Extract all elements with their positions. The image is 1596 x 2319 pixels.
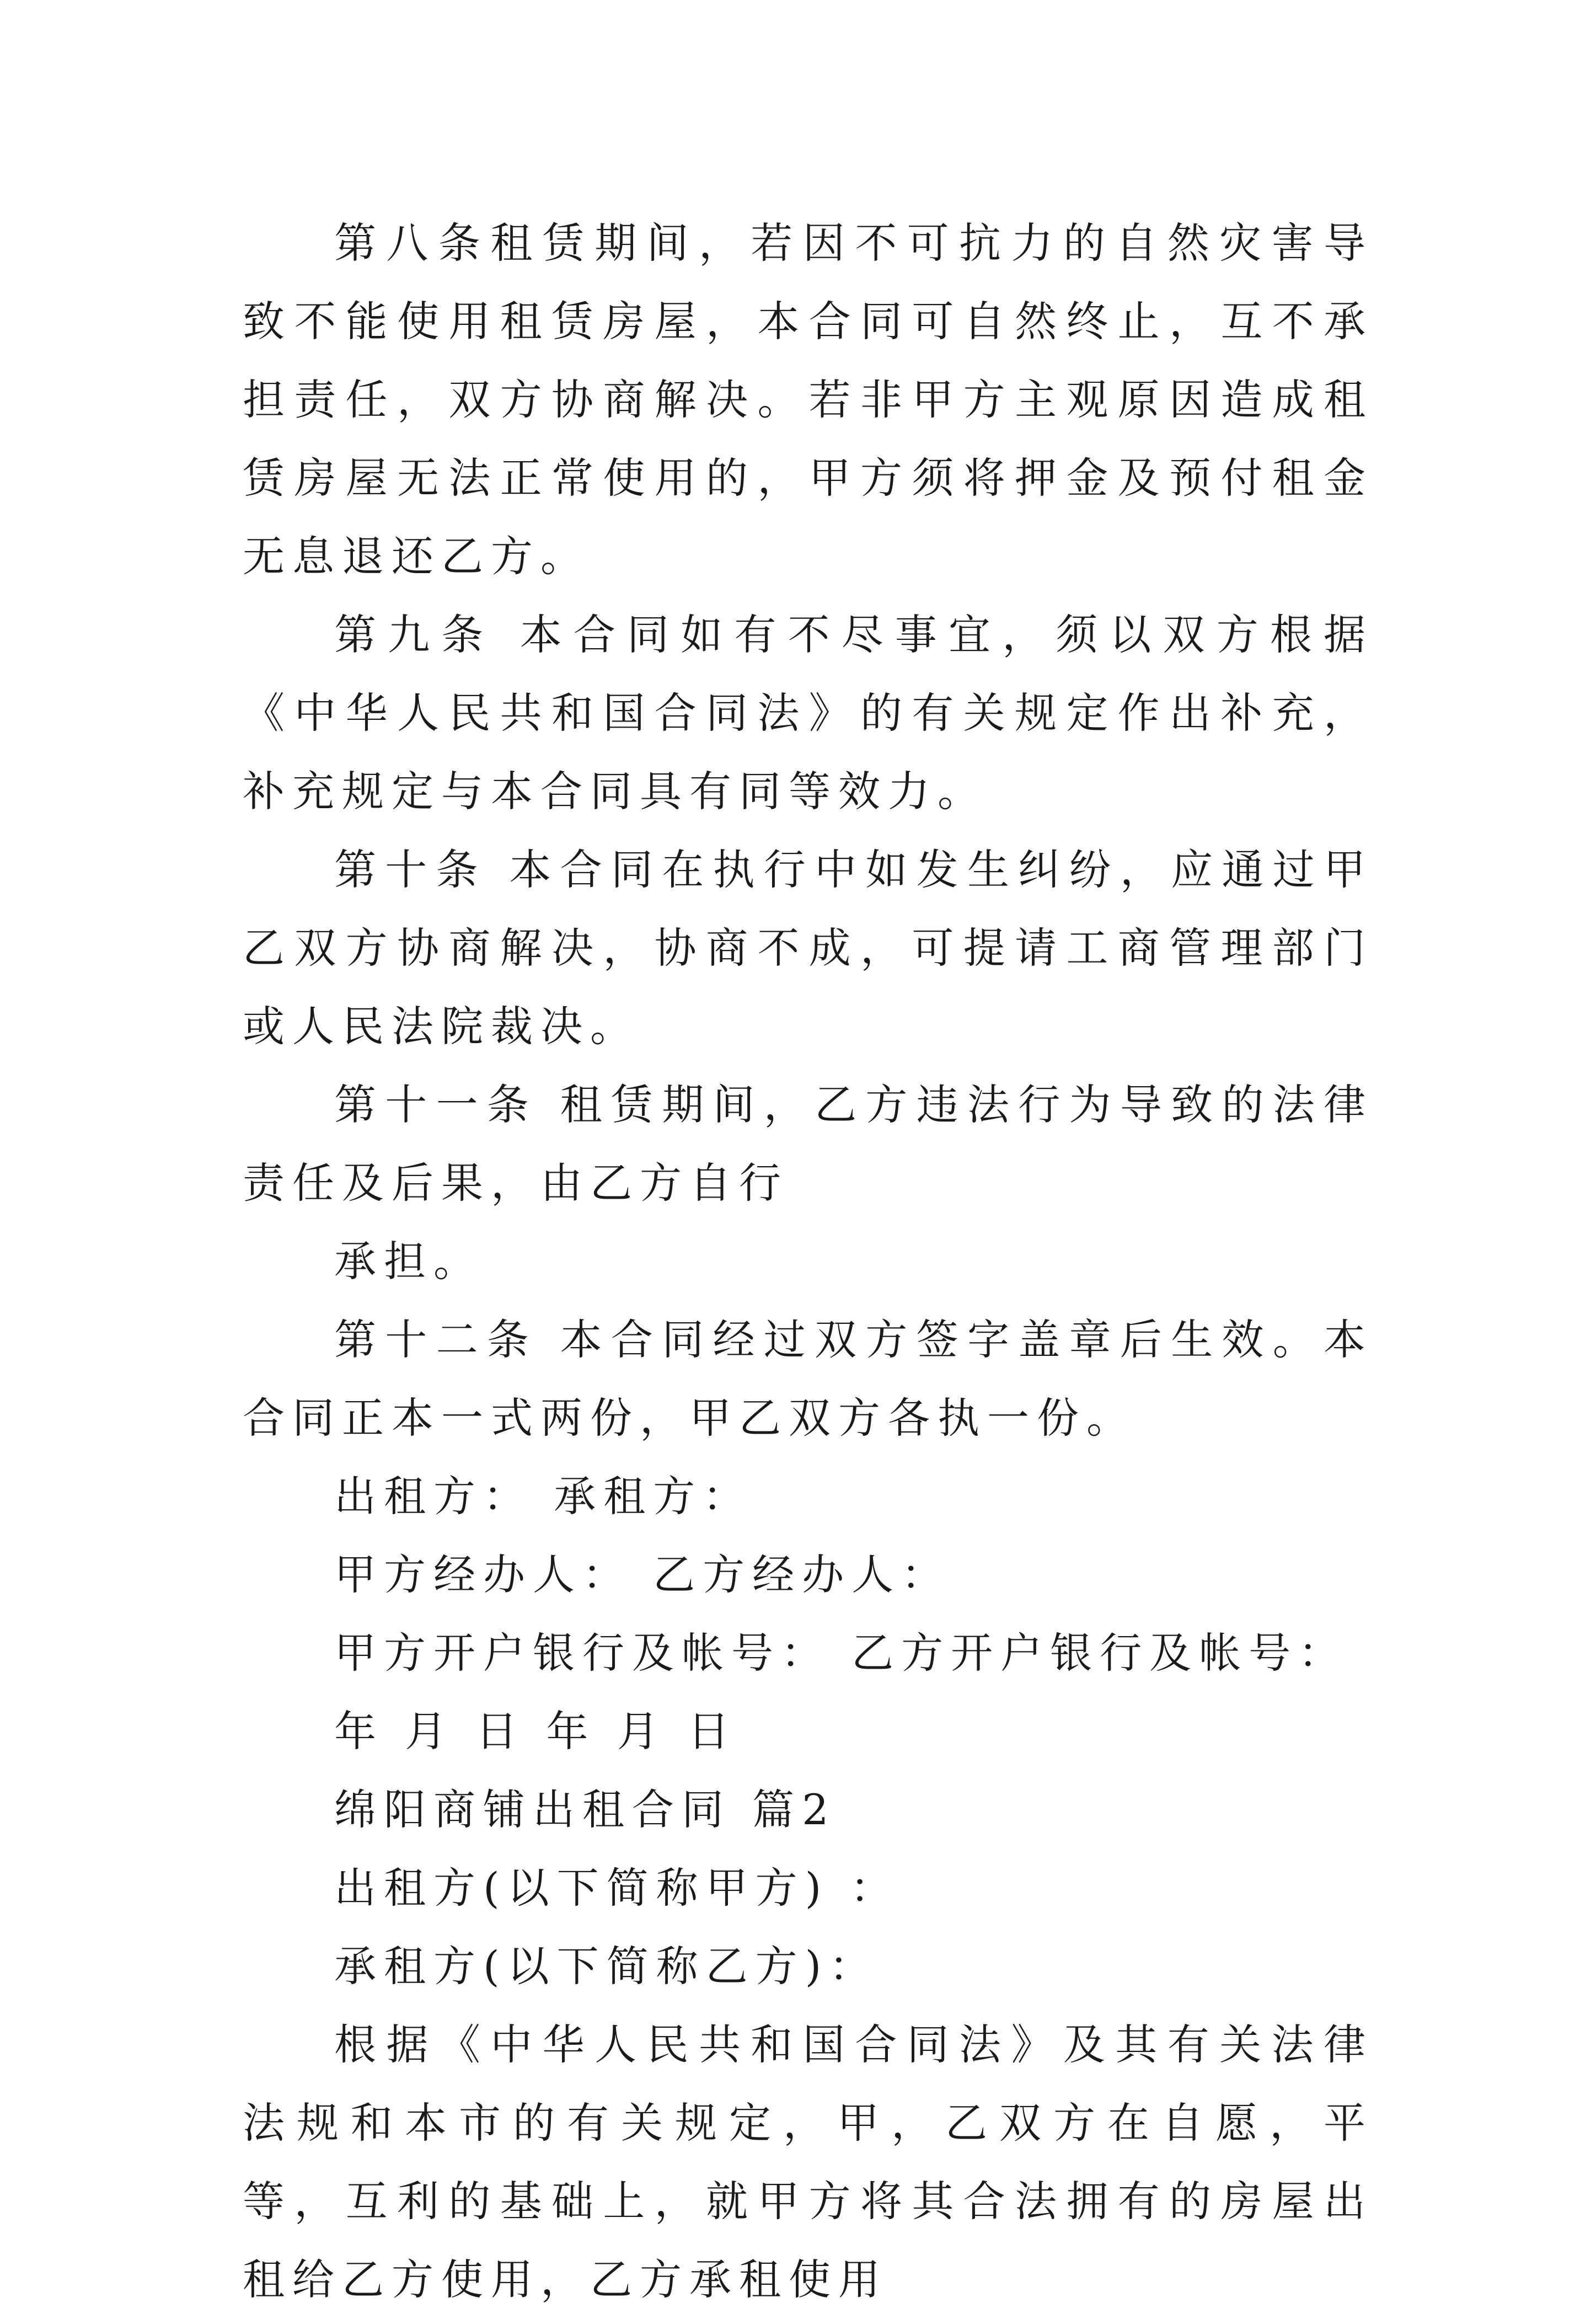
article-12-paragraph: 第十二条 本合同经过双方签字盖章后生效。本合同正本一式两份，甲乙双方各执一份。 xyxy=(243,1315,1373,1442)
bank-accounts-line: 甲方开户银行及帐号： 乙方开户银行及帐号： xyxy=(334,1628,1348,1677)
lessor-lessee-line: 出租方： 承租方： xyxy=(334,1472,753,1521)
article-9-paragraph: 第九条 本合同如有不尽事宜，须以双方根据《中华人民共和国合同法》的有关规定作出补充，补充规定与本合同具有同等效力。 xyxy=(243,610,1373,816)
date-line: 年 月 日 年 月 日 xyxy=(334,1707,737,1756)
section-title: 绵阳商铺出租合同 篇2 xyxy=(334,1785,837,1834)
lessor-party-line: 出租方(以下简称甲方) ： xyxy=(334,1863,900,1912)
article-11-paragraph: 第十一条 租赁期间，乙方违法行为导致的法律责任及后果，由乙方自行 xyxy=(243,1080,1373,1207)
preamble-paragraph: 根据《中华人民共和国合同法》及其有关法律法规和本市的有关规定，甲，乙双方在自愿，平等，互利的基础上，就甲方将其合法拥有的房屋出租给乙方使用，乙方承租使用 xyxy=(243,2020,1373,2304)
article-8-paragraph: 第八条租赁期间，若因不可抗力的自然灾害导致不能使用租赁房屋，本合同可自然终止，互不承担责任，双方协商解决。若非甲方主观原因造成租赁房屋无法正常使用的，甲方须将押金及预付租金无息退还乙方。 xyxy=(243,218,1373,581)
article-10-paragraph: 第十条 本合同在执行中如发生纠纷，应通过甲乙双方协商解决，协商不成，可提请工商管理部门或人民法院裁决。 xyxy=(243,845,1373,1051)
lessee-party-line: 承租方(以下简称乙方)： xyxy=(334,1942,879,1991)
agents-line: 甲方经办人： 乙方经办人： xyxy=(334,1550,951,1599)
article-11-continuation: 承担。 xyxy=(334,1237,483,1286)
document-body xyxy=(243,204,1373,2319)
